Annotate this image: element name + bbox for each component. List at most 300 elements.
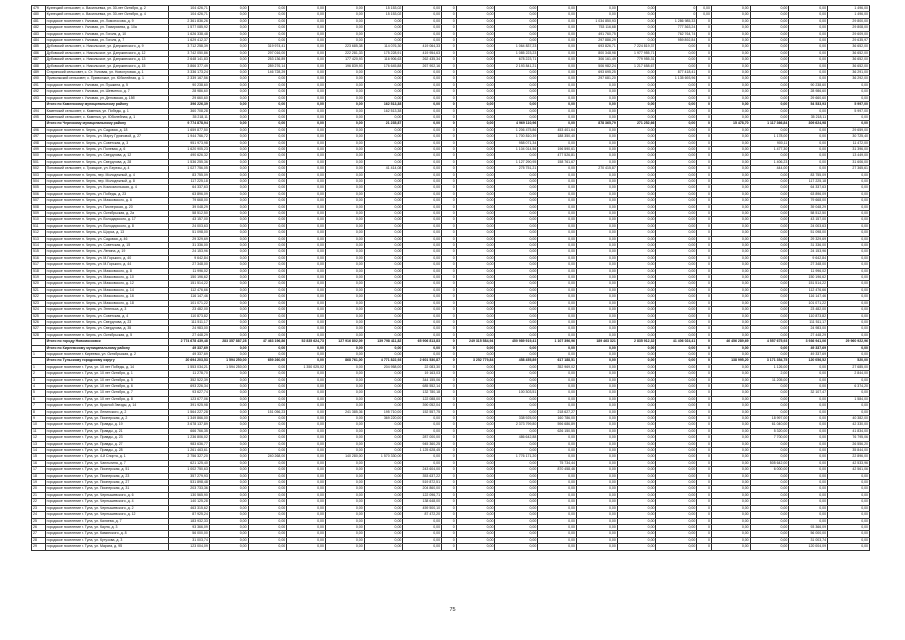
amount-cell: 31 336,00: [169, 243, 210, 249]
amount-cell: 0,00: [828, 537, 870, 543]
amount-cell: 0,00: [325, 351, 364, 357]
address-cell: городское поселение п. Чернь, ул. М.Горького, д. 44: [45, 262, 168, 268]
amount-cell: 32 107,47: [789, 390, 828, 396]
row-number: 491: [32, 82, 46, 88]
amount-cell: 0: [442, 512, 457, 518]
row-number: 5: [32, 390, 46, 396]
amount-cell: 0,00: [750, 76, 789, 82]
amount-cell: 0: [442, 287, 457, 293]
amount-cell: 0,00: [287, 531, 326, 537]
amount-cell: 0,00: [287, 448, 326, 454]
amount-cell: 0,00: [248, 275, 287, 281]
amount-cell: 0,00: [364, 396, 403, 402]
amount-cell: 0,00: [617, 95, 656, 101]
amount-cell: 0,00: [403, 275, 442, 281]
row-number: 528: [32, 332, 46, 338]
amount-cell: 0,00: [209, 499, 248, 505]
address-cell: городское поселение г. Тула, ул. Красной Звезды, д. 14: [45, 403, 168, 409]
amount-cell: 983 636,77: [169, 441, 210, 447]
amount-cell: 0,00: [617, 114, 656, 120]
amount-cell: 0,00: [209, 134, 248, 140]
amount-cell: 0: [442, 172, 457, 178]
amount-cell: 0,00: [656, 396, 697, 402]
amount-cell: 0: [697, 102, 712, 108]
amount-cell: 0,00: [209, 82, 248, 88]
amount-cell: 0,00: [364, 262, 403, 268]
amount-cell: 31 336,00: [789, 243, 828, 249]
amount-cell: 0,00: [287, 454, 326, 460]
amount-cell: 0: [697, 524, 712, 530]
amount-cell: 0,00: [711, 435, 750, 441]
address-cell: Каменский сельсовет, с. Каменка, ул. Юбилейная, д. 1: [45, 114, 168, 120]
amount-cell: 0,00: [617, 409, 656, 415]
amount-cell: 0,00: [617, 178, 656, 184]
amount-cell: 0,00: [248, 492, 287, 498]
amount-cell: 0,00: [576, 89, 617, 95]
amount-cell: 0,00: [364, 480, 403, 486]
amount-cell: 0,00: [538, 287, 577, 293]
amount-cell: 0,00: [538, 531, 577, 537]
amount-cell: 0: [442, 428, 457, 434]
amount-cell: 0,00: [750, 486, 789, 492]
amount-cell: 1 564 227,28: [169, 409, 210, 415]
amount-cell: 0: [442, 332, 457, 338]
amount-cell: 0,00: [248, 448, 287, 454]
amount-cell: 0,00: [495, 262, 538, 268]
amount-cell: 0,00: [617, 537, 656, 543]
amount-cell: 0,00: [456, 287, 495, 293]
amount-cell: 1 496,00: [828, 12, 870, 18]
amount-cell: 0,00: [656, 345, 697, 351]
amount-cell: 0: [697, 243, 712, 249]
amount-cell: 0,00: [789, 480, 828, 486]
address-cell: городское поселение г. Узловая, ул. Тимирязева, д. 10а: [45, 25, 168, 31]
row-number: 11: [32, 428, 46, 434]
amount-cell: 0,00: [750, 153, 789, 159]
amount-cell: 0,00: [248, 435, 287, 441]
row-number: 29: [32, 544, 46, 550]
amount-cell: 0: [442, 18, 457, 24]
amount-cell: 0,00: [617, 358, 656, 364]
amount-cell: 15 153,02: [364, 12, 403, 18]
amount-cell: 0,00: [403, 146, 442, 152]
amount-cell: 0,00: [538, 524, 577, 530]
amount-cell: 0,00: [456, 512, 495, 518]
row-number: 15: [32, 454, 46, 460]
amount-cell: 1 496,00: [828, 6, 870, 12]
amount-cell: 1 217 658,67: [617, 63, 656, 69]
amount-cell: 87 925,24: [169, 512, 210, 518]
amount-cell: 0,00: [403, 76, 442, 82]
amount-cell: 0: [442, 262, 457, 268]
amount-cell: 0: [656, 12, 697, 18]
amount-cell: 0,00: [364, 159, 403, 165]
address-cell: городское поселение п. Чернь, ул. Энгельса, д. 3: [45, 307, 168, 313]
amount-cell: 621 125,40: [169, 460, 210, 466]
amount-cell: 0,00: [495, 211, 538, 217]
amount-cell: 0,00: [711, 409, 750, 415]
amount-cell: 0,00: [287, 422, 326, 428]
amount-cell: 0,00: [248, 351, 287, 357]
amount-cell: 0,00: [750, 223, 789, 229]
amount-cell: 0,00: [538, 383, 577, 389]
amount-cell: 0,00: [325, 217, 364, 223]
row-number: 13: [32, 441, 46, 447]
amount-cell: 0,00: [325, 403, 364, 409]
amount-cell: 0,00: [617, 185, 656, 191]
amount-cell: 0,00: [325, 313, 364, 319]
amount-cell: 0,00: [789, 57, 828, 63]
amount-cell: 0: [697, 108, 712, 114]
amount-cell: 693 826,71: [576, 44, 617, 50]
amount-cell: 1 570 330,00: [364, 454, 403, 460]
amount-cell: 0,00: [403, 249, 442, 255]
amount-cell: 0,00: [538, 351, 577, 357]
amount-cell: 0,00: [750, 172, 789, 178]
amount-cell: 0,00: [617, 82, 656, 88]
row-number: 504: [32, 178, 46, 184]
amount-cell: 0: [442, 44, 457, 50]
amount-cell: 0,00: [456, 82, 495, 88]
amount-cell: 0,00: [789, 364, 828, 370]
amount-cell: 0,00: [248, 230, 287, 236]
amount-cell: 0,00: [711, 127, 750, 133]
amount-cell: 0,00: [656, 198, 697, 204]
amount-cell: 18 997,00: [750, 416, 789, 422]
row-number: 506: [32, 191, 46, 197]
amount-cell: 0,00: [656, 166, 697, 172]
address-cell: городское поселение г. Тула, ул. Каляева, д. 7: [45, 518, 168, 524]
amount-cell: 0,00: [325, 268, 364, 274]
amount-cell: 0,00: [789, 473, 828, 479]
amount-cell: 0: [442, 518, 457, 524]
amount-cell: 4 771 822,93: [364, 358, 403, 364]
amount-cell: 0,00: [711, 76, 750, 82]
amount-cell: 0,00: [325, 12, 364, 18]
amount-cell: 0: [442, 50, 457, 56]
address-cell: городское поселение п. Чернь, ул. Володарского, д. 8: [45, 223, 168, 229]
amount-cell: 0,00: [209, 223, 248, 229]
amount-cell: 0,00: [576, 153, 617, 159]
amount-cell: 0,00: [750, 275, 789, 281]
amount-cell: 0,00: [750, 95, 789, 101]
amount-cell: 195 710,00: [364, 409, 403, 415]
amount-cell: 0,00: [576, 275, 617, 281]
amount-cell: 0,00: [495, 255, 538, 261]
amount-cell: 183 932,33: [169, 518, 210, 524]
address-cell: городское поселение г. Тула, ул. 10 лет Октября, д. 1: [45, 371, 168, 377]
amount-cell: 29 808,00: [828, 25, 870, 31]
amount-cell: 0,00: [617, 531, 656, 537]
amount-cell: 0: [697, 230, 712, 236]
amount-cell: 0,00: [403, 172, 442, 178]
amount-cell: 1 135 693,96: [656, 76, 697, 82]
row-number: 18: [32, 473, 46, 479]
amount-cell: 0,00: [538, 473, 577, 479]
amount-cell: 0: [442, 76, 457, 82]
amount-cell: 0: [442, 191, 457, 197]
amount-cell: 0,00: [287, 140, 326, 146]
amount-cell: 0,00: [828, 403, 870, 409]
amount-cell: 203 733,36: [169, 486, 210, 492]
amount-cell: 0,00: [538, 300, 577, 306]
amount-cell: 0,00: [403, 211, 442, 217]
amount-cell: 0,00: [750, 102, 789, 108]
amount-cell: 0: [442, 57, 457, 63]
amount-cell: 90 238,60: [169, 82, 210, 88]
amount-cell: 0,00: [495, 486, 538, 492]
amount-cell: 0,00: [750, 198, 789, 204]
amount-cell: 0,00: [456, 409, 495, 415]
amount-cell: 0,00: [209, 512, 248, 518]
amount-cell: 490 626,32: [169, 153, 210, 159]
amount-cell: 0: [697, 268, 712, 274]
amount-cell: 19 163,03: [403, 371, 442, 377]
amount-cell: 0,00: [248, 38, 287, 44]
amount-cell: 419 064,33: [403, 44, 442, 50]
amount-cell: 0,00: [456, 89, 495, 95]
amount-cell: 24 003,63: [789, 223, 828, 229]
address-cell: городское поселение г. Тула, ул. 10 лет Октября, д. 6: [45, 383, 168, 389]
amount-cell: 75 734,44: [538, 460, 577, 466]
amount-cell: 29 660,60: [789, 95, 828, 101]
amount-cell: 0,00: [403, 416, 442, 422]
address-cell: городское поселение п. Чернь, ул. Садовая, д. 18: [45, 127, 168, 133]
row-number: 515: [32, 249, 46, 255]
amount-cell: 0,00: [576, 211, 617, 217]
amount-cell: 0,00: [711, 230, 750, 236]
amount-cell: 0,00: [495, 505, 538, 511]
amount-cell: 0,00: [209, 18, 248, 24]
address-cell: городское поселение г. Киреевск, ул. Октябрьская, д. 2: [45, 351, 168, 357]
amount-cell: 0,00: [538, 377, 577, 383]
amount-cell: 0,00: [576, 351, 617, 357]
amount-cell: 112 476,66: [169, 287, 210, 293]
amount-cell: 0,00: [325, 172, 364, 178]
address-cell: городское поселение г. Узловая, ул. Гоголя, д. 10: [45, 31, 168, 37]
amount-cell: 0,00: [789, 409, 828, 415]
amount-cell: 0,00: [828, 204, 870, 210]
amount-cell: 0: [697, 204, 712, 210]
amount-cell: 0,00: [750, 287, 789, 293]
amount-cell: 338 925,00: [495, 416, 538, 422]
amount-cell: 0,00: [403, 531, 442, 537]
amount-cell: 0: [442, 396, 457, 402]
amount-cell: 0,00: [403, 326, 442, 332]
amount-cell: 0: [697, 371, 712, 377]
amount-cell: 0: [697, 140, 712, 146]
amount-cell: 0,00: [656, 281, 697, 287]
amount-cell: 0,00: [711, 454, 750, 460]
amount-cell: 0: [697, 31, 712, 37]
amount-cell: 0: [442, 364, 457, 370]
amount-cell: 309 624,98: [789, 121, 828, 127]
amount-cell: 0: [697, 499, 712, 505]
amount-cell: 0,00: [828, 230, 870, 236]
amount-cell: 0,00: [364, 307, 403, 313]
amount-cell: 0,00: [576, 448, 617, 454]
amount-cell: 0,00: [403, 518, 442, 524]
amount-cell: 0,00: [364, 25, 403, 31]
amount-cell: 11 205,00: [750, 377, 789, 383]
amount-cell: 0,00: [576, 102, 617, 108]
amount-cell: 0: [442, 63, 457, 69]
amount-cell: 0: [442, 268, 457, 274]
amount-cell: 0,00: [403, 31, 442, 37]
amount-cell: 0,00: [789, 146, 828, 152]
amount-cell: 0,00: [495, 6, 538, 12]
amount-cell: 0,00: [495, 178, 538, 184]
amount-cell: 0,00: [287, 281, 326, 287]
amount-cell: 0,00: [364, 332, 403, 338]
amount-cell: 0,00: [750, 326, 789, 332]
amount-cell: 0,00: [287, 243, 326, 249]
amount-cell: 0,00: [617, 76, 656, 82]
amount-cell: 0,00: [325, 243, 364, 249]
amount-cell: 0,00: [456, 108, 495, 114]
amount-cell: 0,00: [617, 255, 656, 261]
amount-cell: 0,00: [789, 108, 828, 114]
amount-cell: 0: [442, 249, 457, 255]
amount-cell: 0,00: [617, 108, 656, 114]
amount-cell: 0,00: [364, 486, 403, 492]
amount-cell: 0,00: [789, 396, 828, 402]
amount-cell: 0,00: [656, 467, 697, 473]
amount-cell: 0: [697, 223, 712, 229]
amount-cell: 0,00: [248, 217, 287, 223]
amount-cell: 24 153,96: [169, 249, 210, 255]
amount-cell: 0,00: [456, 223, 495, 229]
amount-cell: 0,00: [617, 18, 656, 24]
amount-cell: 0,00: [617, 351, 656, 357]
amount-cell: 0,00: [456, 102, 495, 108]
amount-cell: 0,00: [617, 191, 656, 197]
amount-cell: 0: [697, 377, 712, 383]
amount-cell: 0,00: [325, 416, 364, 422]
amount-cell: 463 315,62: [169, 505, 210, 511]
amount-cell: 0,00: [364, 537, 403, 543]
amount-cell: 0,00: [711, 300, 750, 306]
amount-cell: 0,00: [248, 307, 287, 313]
amount-cell: 0,00: [209, 326, 248, 332]
row-number: 16: [32, 460, 46, 466]
address-cell: Итого по городу Новомосковск: [45, 339, 168, 345]
row-number: 487: [32, 57, 46, 63]
amount-cell: 271 252,66: [617, 121, 656, 127]
amount-cell: 0,00: [656, 307, 697, 313]
amount-cell: 0,00: [364, 89, 403, 95]
amount-cell: 0: [442, 448, 457, 454]
amount-cell: 453 401,64: [538, 127, 577, 133]
amount-cell: 0: [442, 95, 457, 101]
amount-cell: 0,00: [750, 50, 789, 56]
amount-cell: 0,00: [495, 287, 538, 293]
amount-cell: 0,00: [287, 102, 326, 108]
amount-cell: 0: [697, 121, 712, 127]
amount-cell: 188 350,40: [538, 134, 577, 140]
amount-cell: 0,00: [617, 166, 656, 172]
amount-cell: 878 365,79: [576, 121, 617, 127]
amount-cell: 0,00: [828, 351, 870, 357]
amount-cell: 0,00: [828, 121, 870, 127]
amount-cell: 2 373 799,80: [495, 422, 538, 428]
amount-cell: 0,00: [456, 140, 495, 146]
amount-cell: 0,00: [456, 544, 495, 550]
amount-cell: 0: [697, 185, 712, 191]
amount-cell: 23 482,00: [169, 307, 210, 313]
row-number: 28: [32, 537, 46, 543]
amount-cell: 2 774 678 439,48: [169, 339, 210, 345]
amount-cell: 0,00: [456, 6, 495, 12]
amount-cell: 0,00: [711, 364, 750, 370]
amount-cell: 0,00: [538, 492, 577, 498]
amount-cell: 0,00: [325, 467, 364, 473]
amount-cell: 0,00: [617, 146, 656, 152]
amount-cell: 0,00: [789, 70, 828, 76]
amount-cell: 0,00: [209, 448, 248, 454]
amount-cell: 0,00: [403, 204, 442, 210]
row-number: 495: [32, 114, 46, 120]
amount-cell: 0,00: [209, 146, 248, 152]
amount-cell: 0,00: [248, 146, 287, 152]
amount-cell: 0,00: [576, 127, 617, 133]
amount-cell: 0,00: [789, 454, 828, 460]
address-cell: городское поселение г. Тула, ул. Чернышевского, д. 2: [45, 505, 168, 511]
amount-cell: 0,00: [364, 294, 403, 300]
amount-cell: 0,00: [750, 230, 789, 236]
amount-cell: 0,00: [750, 89, 789, 95]
amount-cell: 130 565,90: [169, 492, 210, 498]
amount-cell: 0,00: [750, 31, 789, 37]
amount-cell: 138 648,00: [403, 499, 442, 505]
amount-cell: 0,00: [656, 512, 697, 518]
address-cell: Итого по Киреевскому муниципальному району: [45, 345, 168, 351]
amount-cell: 0,00: [364, 492, 403, 498]
amount-cell: 0,00: [538, 178, 577, 184]
amount-cell: 0,00: [495, 294, 538, 300]
amount-cell: 0,00: [364, 230, 403, 236]
amount-cell: 0,00: [495, 82, 538, 88]
row-number: 3: [32, 377, 46, 383]
amount-cell: 0,00: [287, 486, 326, 492]
amount-cell: 0,00: [576, 159, 617, 165]
amount-cell: 0,00: [456, 371, 495, 377]
amount-cell: 0,00: [789, 31, 828, 37]
amount-cell: 777 363,24: [656, 25, 697, 31]
amount-cell: 0: [697, 492, 712, 498]
amount-cell: 0,00: [364, 287, 403, 293]
amount-cell: 0,00: [364, 217, 403, 223]
amount-cell: 3 678 137,89: [169, 422, 210, 428]
amount-cell: 959 892,84: [656, 38, 697, 44]
amount-cell: 0,00: [209, 268, 248, 274]
amount-cell: 0,00: [711, 134, 750, 140]
amount-cell: 666 766,35: [169, 428, 210, 434]
amount-cell: 0,00: [287, 63, 326, 69]
row-number: 524: [32, 307, 46, 313]
amount-cell: 0,00: [576, 454, 617, 460]
amount-cell: 0,00: [403, 95, 442, 101]
amount-cell: 0,00: [576, 255, 617, 261]
amount-cell: 0,00: [538, 345, 577, 351]
amount-cell: 1 553 034,21: [169, 364, 210, 370]
amount-cell: 151 514,22: [789, 281, 828, 287]
amount-cell: 0,00: [828, 512, 870, 518]
amount-cell: 132 780,18: [403, 390, 442, 396]
amount-cell: 0,00: [287, 294, 326, 300]
amount-cell: 0,00: [248, 89, 287, 95]
amount-cell: 0,00: [789, 153, 828, 159]
